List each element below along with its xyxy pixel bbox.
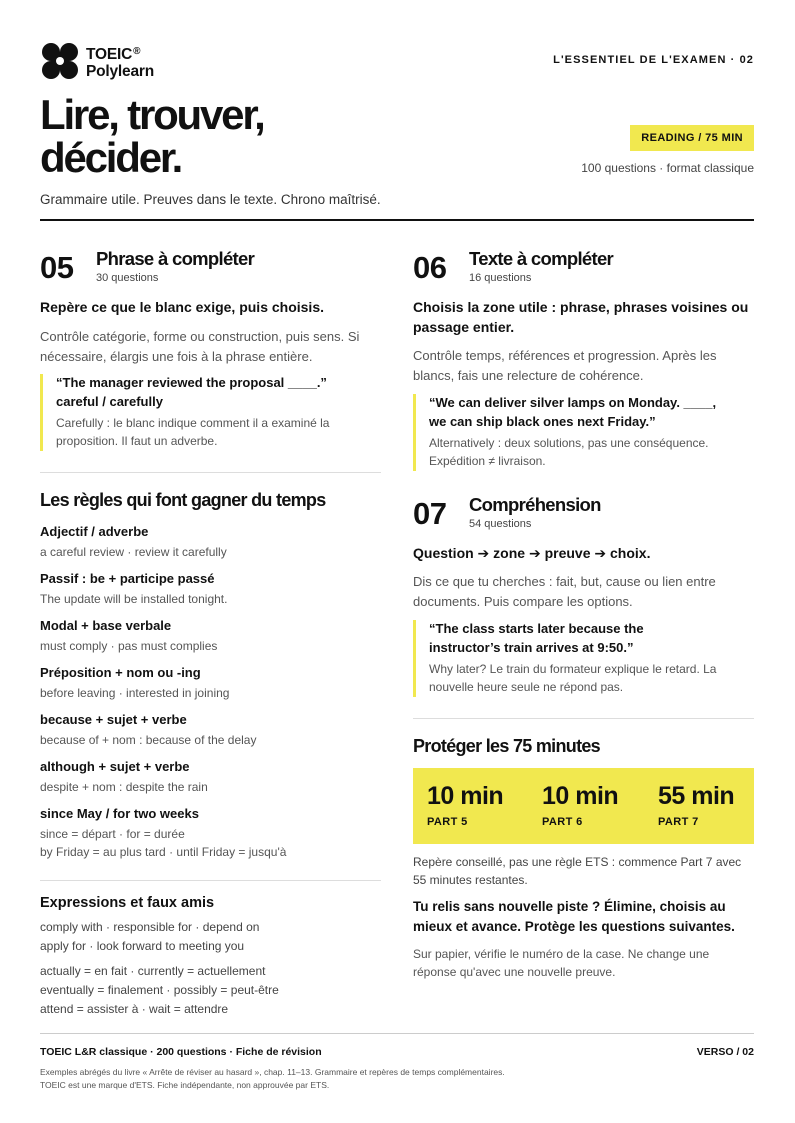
expression-line: apply for · look forward to meeting you bbox=[40, 939, 245, 953]
section-07-body: Dis ce que tu cherches : fait, but, cause ou lien entre documents. Puis compare les options. bbox=[413, 574, 716, 609]
section-07-header bbox=[413, 494, 754, 534]
time-cell bbox=[658, 780, 734, 828]
rule-item bbox=[40, 570, 381, 608]
faux-ami-line: attend = assister à · wait = attendre bbox=[40, 1002, 229, 1016]
rule-desc: must comply · pas must complies bbox=[40, 639, 218, 653]
brand-line1: TOEIC bbox=[86, 45, 133, 63]
time-label: PART 5 bbox=[427, 816, 468, 828]
brand-logo bbox=[40, 40, 154, 82]
page bbox=[40, 0, 754, 1123]
rule-item bbox=[40, 523, 381, 561]
edition-label: L'ESSENTIEL DE L'EXAMEN · 02 bbox=[553, 54, 754, 66]
rule-desc: before leaving · interested in joining bbox=[40, 686, 230, 700]
section-05-header bbox=[40, 248, 381, 288]
page-title bbox=[40, 93, 264, 179]
rule-title: Passif : be + participe passé bbox=[40, 571, 215, 586]
format-info: 100 questions · format classique bbox=[581, 161, 754, 175]
footer-left: TOEIC L&R classique · 200 questions · Fiche de révision bbox=[40, 1046, 322, 1058]
rule-desc: because of + nom : because of the delay bbox=[40, 733, 257, 747]
title-line2: décider. bbox=[40, 134, 182, 181]
section-title: Compréhension bbox=[469, 494, 601, 515]
time-lead: Tu relis sans nouvelle piste ? Élimine, choisis au mieux et avance. Protège les questions suivantes. bbox=[413, 899, 735, 934]
time-value: 55 min bbox=[658, 782, 735, 810]
rule-item bbox=[40, 617, 381, 655]
rules-heading: Les règles qui font gagner du temps bbox=[40, 490, 326, 510]
rule-desc: by Friday = au plus tard · until Friday = jusqu'à bbox=[40, 845, 287, 859]
rule-item bbox=[40, 805, 381, 861]
rule-item bbox=[40, 758, 381, 796]
section-06-lead: Choisis la zone utile : phrase, phrases voisines ou passage entier. bbox=[413, 299, 749, 335]
rule-title: because + sujet + verbe bbox=[40, 712, 187, 727]
rule-item bbox=[40, 711, 381, 749]
section-06-body: Contrôle temps, références et progression. Après les blancs, fais une relecture de cohérence. bbox=[413, 348, 717, 383]
time-value: 10 min bbox=[427, 782, 504, 810]
section-07-example bbox=[413, 620, 754, 697]
rule-desc: since = départ · for = durée bbox=[40, 827, 185, 841]
subtitle: Grammaire utile. Preuves dans le texte. Chrono maîtrisé. bbox=[40, 192, 381, 207]
clover-logo-icon bbox=[40, 41, 80, 81]
brand-line2: Polylearn bbox=[86, 62, 154, 80]
footer-note: TOEIC est une marque d'ETS. Fiche indépendante, non approuvée par ETS. bbox=[40, 1080, 330, 1090]
example-quote: “The class starts later because the instructor’s train arrives at 9:50.” bbox=[429, 621, 644, 655]
example-quote: “We can deliver silver lamps on Monday. ____, we can ship black ones next Friday.” bbox=[429, 395, 717, 429]
section-05-example bbox=[40, 374, 381, 451]
time-label: PART 7 bbox=[658, 816, 699, 828]
rule-title: Adjectif / adverbe bbox=[40, 524, 149, 539]
rule-title: since May / for two weeks bbox=[40, 806, 199, 821]
time-heading: Protéger les 75 minutes bbox=[413, 736, 600, 756]
expressions-heading: Expressions et faux amis bbox=[40, 895, 215, 911]
time-advice: Repère conseillé, pas une règle ETS : commence Part 7 avec 55 minutes restantes. bbox=[413, 855, 742, 887]
rule-desc: despite + nom : despite the rain bbox=[40, 780, 208, 794]
time-value: 10 min bbox=[542, 782, 619, 810]
section-title: Texte à compléter bbox=[469, 248, 614, 269]
section-title: Phrase à compléter bbox=[96, 248, 255, 269]
time-cell bbox=[542, 780, 618, 828]
section-07-lead: Question ➔ zone ➔ preuve ➔ choix. bbox=[413, 545, 651, 561]
example-note: Alternatively : deux solutions, pas une conséquence. Expédition ≠ livraison. bbox=[429, 436, 709, 468]
rule-title: Modal + base verbale bbox=[40, 618, 172, 633]
section-05-lead: Repère ce que le blanc exige, puis choisis. bbox=[40, 299, 324, 315]
faux-ami-line: eventually = finalement · possibly = peut-être bbox=[40, 983, 279, 997]
time-cell bbox=[427, 780, 503, 828]
header-divider bbox=[40, 219, 754, 221]
rule-title: Préposition + nom ou -ing bbox=[40, 665, 201, 680]
divider bbox=[40, 880, 381, 881]
footer-right: VERSO / 02 bbox=[696, 1046, 754, 1058]
example-note: Why later? Le train du formateur explique le retard. La nouvelle heure seule ne répond pas. bbox=[429, 662, 717, 694]
divider bbox=[40, 472, 381, 473]
section-number: 05 bbox=[40, 250, 74, 285]
reading-badge: READING / 75 MIN bbox=[630, 125, 754, 151]
faux-ami-line: actually = en fait · currently = actuellement bbox=[40, 964, 266, 978]
divider bbox=[413, 718, 754, 719]
expression-line: comply with · responsible for · depend on bbox=[40, 920, 260, 934]
section-count: 16 questions bbox=[469, 272, 532, 284]
paper-tip: Sur papier, vérifie le numéro de la case. Ne change une réponse qu'avec une nouvelle preuve. bbox=[413, 947, 710, 979]
section-number: 07 bbox=[413, 496, 447, 531]
rule-title: although + sujet + verbe bbox=[40, 759, 190, 774]
section-05-body: Contrôle catégorie, forme ou construction, puis sens. Si nécessaire, élargis une fois à la phrase entière. bbox=[40, 329, 360, 364]
section-06-example bbox=[413, 394, 754, 471]
section-count: 54 questions bbox=[469, 518, 532, 530]
footer-note: Exemples abrégés du livre « Arrête de réviser au hasard », chap. 11–13. Grammaire et repères de temps complémentaires. bbox=[40, 1067, 505, 1077]
brand-name bbox=[86, 43, 154, 80]
time-label: PART 6 bbox=[542, 816, 583, 828]
section-number: 06 bbox=[413, 250, 447, 285]
section-count: 30 questions bbox=[96, 272, 159, 284]
rule-item bbox=[40, 664, 381, 702]
example-quote: “The manager reviewed the proposal ____.” careful / carefully bbox=[56, 375, 327, 409]
rule-desc: The update will be installed tonight. bbox=[40, 592, 228, 606]
brand-reg: ® bbox=[133, 45, 141, 57]
footer-divider bbox=[40, 1033, 754, 1034]
example-note: Carefully : le blanc indique comment il a examiné la proposition. Il faut un adverbe. bbox=[56, 416, 330, 448]
section-06-header bbox=[413, 248, 754, 288]
title-line1: Lire, trouver, bbox=[40, 91, 264, 138]
time-split-box bbox=[413, 768, 754, 844]
rule-desc: a careful review · review it carefully bbox=[40, 545, 227, 559]
